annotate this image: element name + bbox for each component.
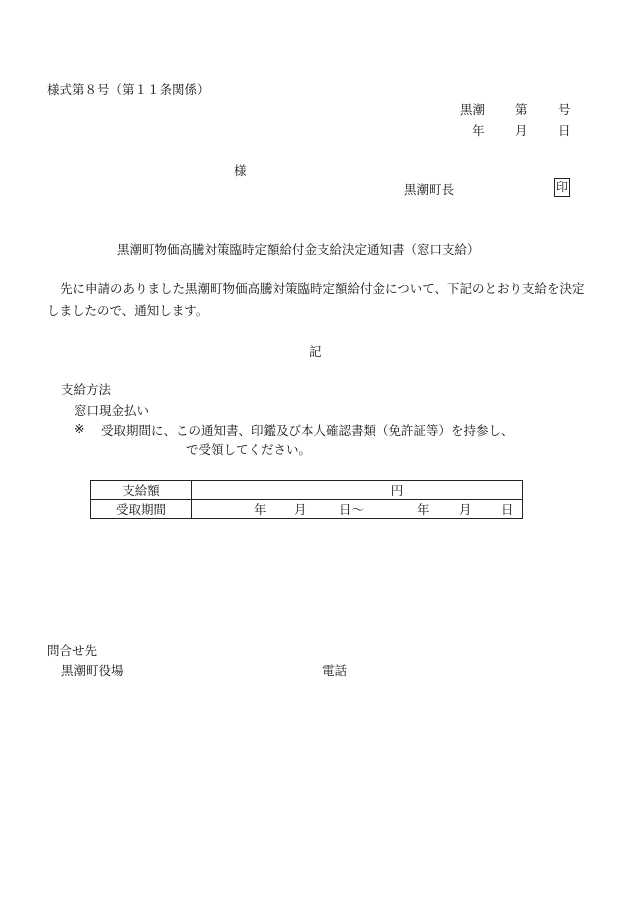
period-label: 受取期間 — [91, 500, 192, 519]
form-number: 様式第８号（第１１条関係） — [47, 82, 210, 97]
document-date — [472, 121, 571, 139]
ki-heading: 記 — [309, 344, 322, 359]
period-start-day: 日〜 — [339, 502, 365, 517]
seal-mark: 印 — [554, 178, 570, 197]
recipient-honorific: 様 — [234, 163, 247, 178]
period-end-year: 年 — [417, 502, 430, 517]
period-end-day: 日 — [501, 502, 514, 517]
document-number-prefix: 黒潮 — [460, 102, 486, 117]
date-month: 月 — [515, 123, 528, 138]
amount-unit: 円 — [390, 483, 404, 498]
document-number-dai: 第 — [515, 102, 528, 117]
period-value — [192, 500, 523, 519]
note-mark: ※ — [74, 421, 85, 436]
payment-info-table — [90, 480, 523, 519]
payment-method-heading: 支給方法 — [61, 382, 112, 397]
contact-office: 黒潮町役場 — [61, 663, 124, 678]
date-day: 日 — [558, 123, 571, 138]
period-end-month: 月 — [459, 502, 472, 517]
document-number-go: 号 — [558, 102, 571, 117]
document-title: 黒潮町物価高騰対策臨時定額給付金支給決定通知書（窓口支給） — [117, 242, 480, 257]
period-start-year: 年 — [254, 502, 267, 517]
note-line-1: 受取期間に、この通知書、印鑑及び本人確認書類（免許証等）を持参し、 — [101, 423, 514, 438]
contact-heading: 問合せ先 — [47, 643, 98, 658]
period-row — [91, 500, 523, 519]
date-year: 年 — [472, 123, 485, 138]
body-paragraph: 先に申請のありました黒潮町物価高騰対策臨時定額給付金について、下記のとおり支給を決定しましたので、通知します。 — [47, 281, 585, 318]
document-number — [460, 100, 571, 118]
issuer-name: 黒潮町長 — [404, 182, 455, 197]
amount-label: 支給額 — [91, 481, 192, 500]
period-start-month: 月 — [294, 502, 307, 517]
contact-phone-label: 電話 — [322, 663, 348, 678]
amount-value — [192, 481, 523, 500]
note-line-2: で受領してください。 — [186, 442, 312, 457]
payment-method-value: 窓口現金払い — [74, 403, 150, 418]
amount-row — [91, 481, 523, 500]
